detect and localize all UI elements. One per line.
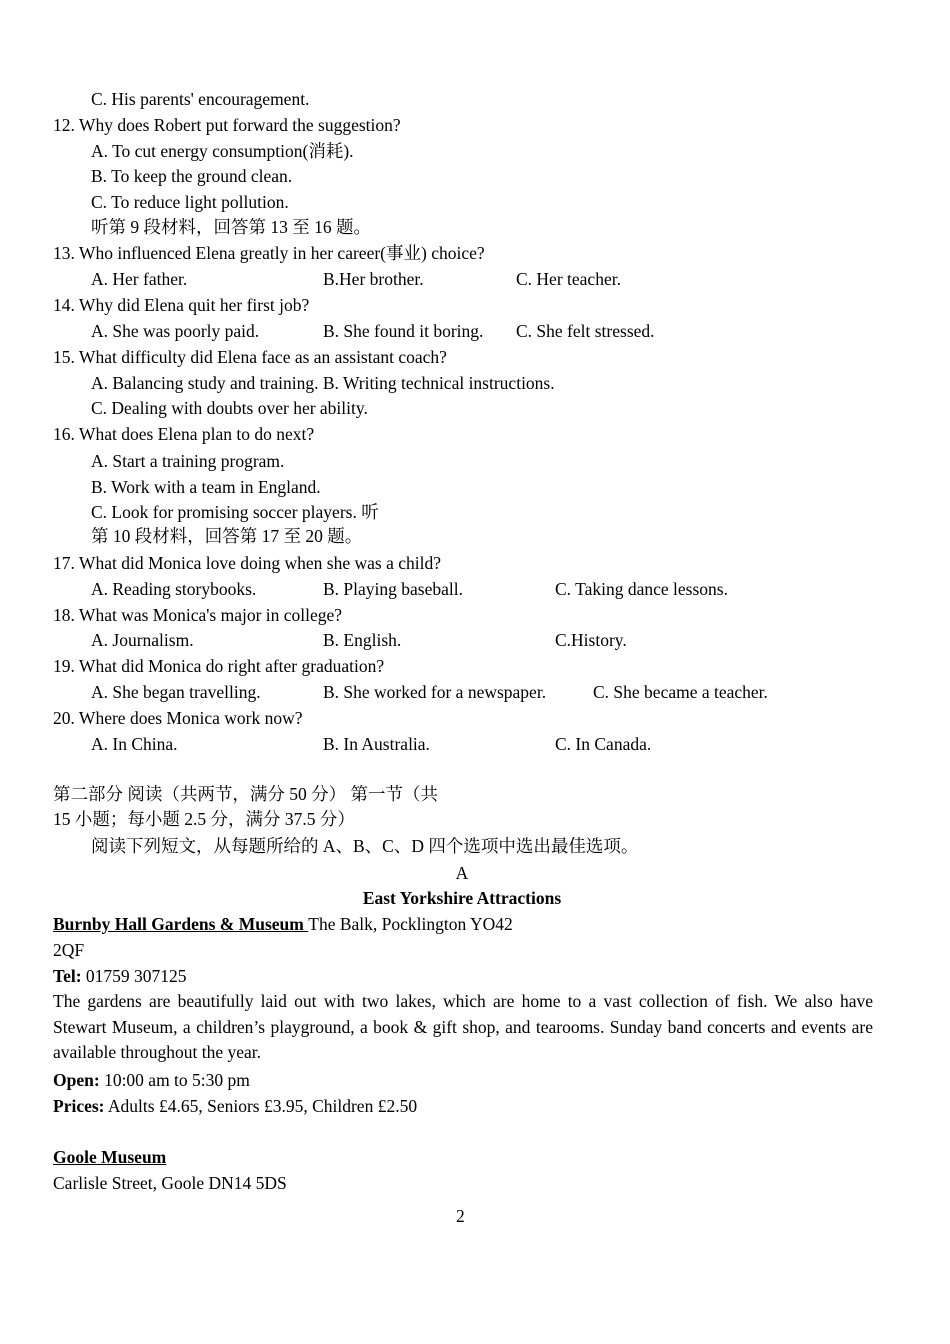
attraction1-address-line2: 2QF bbox=[53, 940, 85, 960]
q17-stem: 17. What did Monica love doing when she was a child? bbox=[53, 553, 441, 573]
q15-option-c: C. Dealing with doubts over her ability. bbox=[91, 398, 368, 418]
q17-option-a: A. Reading storybooks. bbox=[91, 579, 257, 599]
q15-options-ab: A. Balancing study and training. B. Writing technical instructions. bbox=[91, 373, 555, 393]
section9-instruction: 听第 9 段材料，回答第 13 至 16 题。 bbox=[91, 217, 371, 237]
q13-option-b: B.Her brother. bbox=[323, 269, 424, 289]
attraction1-prices-line bbox=[53, 1095, 417, 1117]
attraction2-name: Goole Museum bbox=[53, 1147, 167, 1167]
q13-option-a: A. Her father. bbox=[91, 269, 188, 289]
q12-option-b: B. To keep the ground clean. bbox=[91, 166, 293, 186]
q16-option-a: A. Start a training program. bbox=[91, 451, 285, 471]
q14-option-b: B. She found it boring. bbox=[323, 321, 484, 341]
attraction1-tel: 01759 307125 bbox=[81, 966, 187, 986]
q12-stem: 12. Why does Robert put forward the suggestion? bbox=[53, 115, 401, 135]
prices-label: Prices: bbox=[53, 1096, 105, 1116]
q15-stem: 15. What difficulty did Elena face as an assistant coach? bbox=[53, 347, 447, 367]
q16-option-b: B. Work with a team in England. bbox=[91, 477, 321, 497]
q19-option-a: A. She began travelling. bbox=[91, 682, 261, 702]
q16-stem: 16. What does Elena plan to do next? bbox=[53, 424, 315, 444]
attraction1-address-line1: The Balk, Pocklington YO42 bbox=[308, 914, 513, 934]
q16-option-c: C. Look for promising soccer players. 听 bbox=[91, 502, 379, 522]
q11-option-c: C. His parents' encouragement. bbox=[91, 89, 310, 109]
q20-option-a: A. In China. bbox=[91, 734, 178, 754]
q13-option-c: C. Her teacher. bbox=[516, 269, 621, 289]
attraction1-open: 10:00 am to 5:30 pm bbox=[99, 1070, 250, 1090]
page-number: 2 bbox=[456, 1206, 465, 1226]
open-label: Open: bbox=[53, 1070, 100, 1090]
q13-stem: 13. Who influenced Elena greatly in her career(事业) choice? bbox=[53, 243, 485, 263]
q20-option-b: B. In Australia. bbox=[323, 734, 430, 754]
q19-option-b: B. She worked for a newspaper. bbox=[323, 682, 547, 702]
attraction1-name: Burnby Hall Gardens & Museum bbox=[53, 914, 309, 934]
attraction1-prices: Adults £4.65, Seniors £3.95, Children £2.50 bbox=[104, 1096, 418, 1116]
passage-letter: A bbox=[455, 863, 469, 883]
reading-part-heading-line1: 第二部分 阅读（共两节，满分 50 分） 第一节（共 bbox=[53, 784, 438, 804]
q14-option-a: A. She was poorly paid. bbox=[91, 321, 260, 341]
attraction1-description: The gardens are beautifully laid out with two lakes, which are home to a vast collection of fish. We also have Stewart Museum, a children’s playground, a book & gift shop, and tearooms. Sunday band concerts and events are available throughout the year. bbox=[53, 991, 873, 1062]
attraction1-tel-line bbox=[53, 965, 187, 987]
q18-option-c: C.History. bbox=[555, 630, 627, 650]
tel-label: Tel: bbox=[53, 966, 82, 986]
q20-option-c: C. In Canada. bbox=[555, 734, 652, 754]
q18-option-a: A. Journalism. bbox=[91, 630, 194, 650]
q19-stem: 19. What did Monica do right after graduation? bbox=[53, 656, 385, 676]
q14-stem: 14. Why did Elena quit her first job? bbox=[53, 295, 310, 315]
reading-part-heading-line2: 15 小题；每小题 2.5 分，满分 37.5 分） bbox=[53, 809, 355, 829]
section10-instruction: 第 10 段材料，回答第 17 至 20 题。 bbox=[91, 526, 363, 546]
q17-option-b: B. Playing baseball. bbox=[323, 579, 463, 599]
q18-option-b: B. English. bbox=[323, 630, 402, 650]
attraction2-address: Carlisle Street, Goole DN14 5DS bbox=[53, 1173, 287, 1193]
q14-option-c: C. She felt stressed. bbox=[516, 321, 655, 341]
q17-option-c: C. Taking dance lessons. bbox=[555, 579, 728, 599]
passage-title: East Yorkshire Attractions bbox=[362, 888, 562, 908]
attraction1-open-line bbox=[53, 1069, 250, 1091]
q12-option-a: A. To cut energy consumption(消耗). bbox=[91, 141, 354, 161]
q20-stem: 20. Where does Monica work now? bbox=[53, 708, 303, 728]
q19-option-c: C. She became a teacher. bbox=[593, 682, 768, 702]
reading-instruction: 阅读下列短文，从每题所给的 A、B、C、D 四个选项中选出最佳选项。 bbox=[91, 836, 639, 856]
attraction1-header bbox=[53, 913, 513, 935]
q12-option-c: C. To reduce light pollution. bbox=[91, 192, 289, 212]
q18-stem: 18. What was Monica's major in college? bbox=[53, 605, 343, 625]
